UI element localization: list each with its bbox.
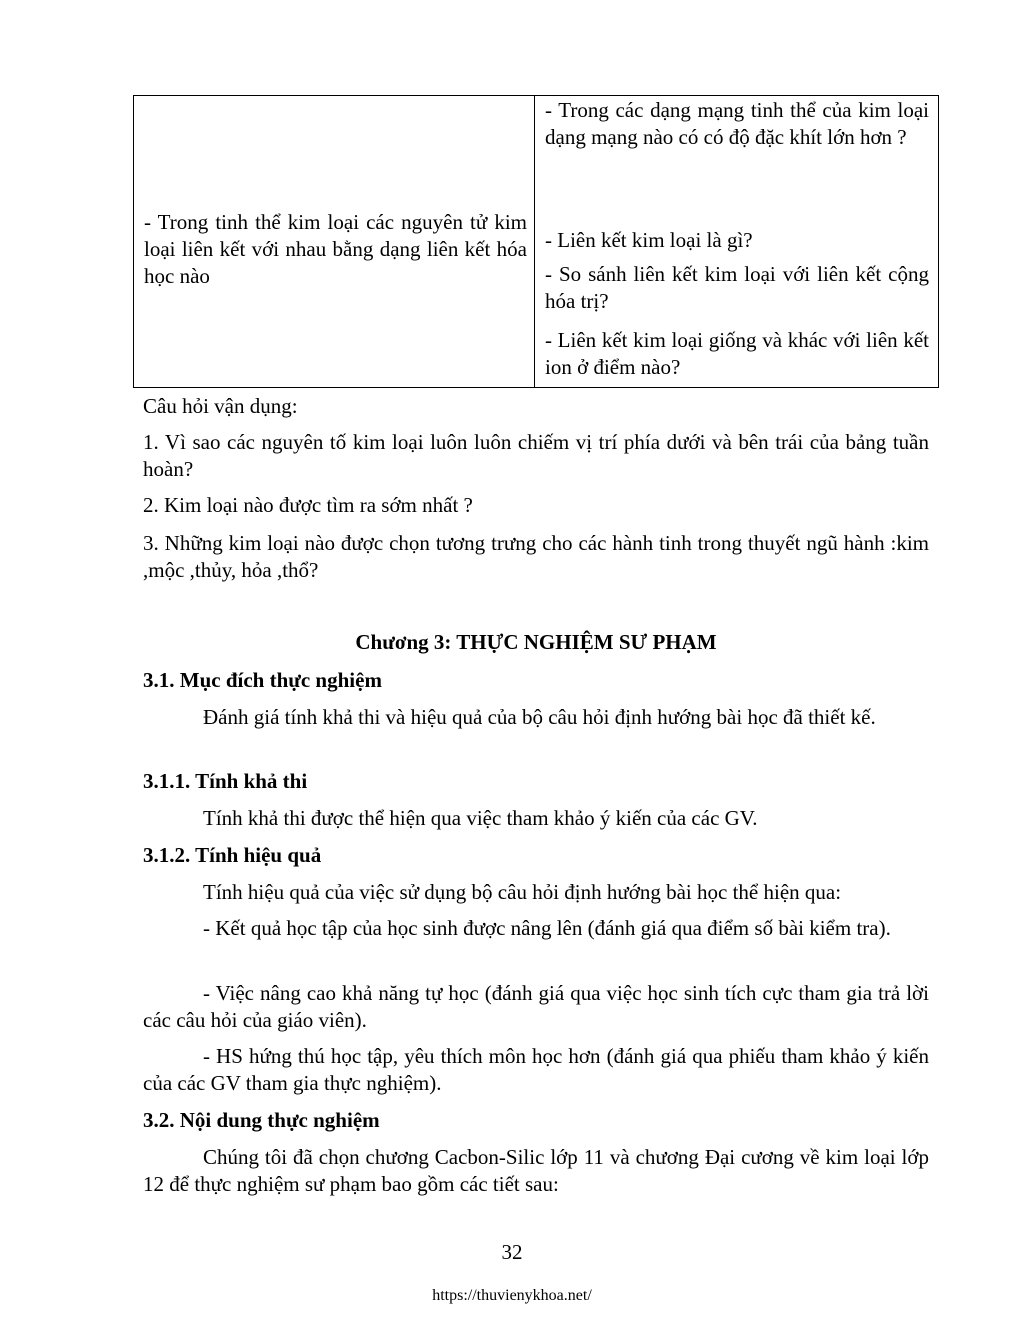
question-table bbox=[133, 95, 939, 388]
table-right-cell: - Liên kết kim loại là gì? bbox=[545, 228, 753, 252]
table-right-cell: - So sánh liên kết kim loại với liên kết cộng hóa trị? bbox=[545, 262, 929, 313]
paragraph: Tính hiệu quả của việc sử dụng bộ câu hỏi định hướng bài học thể hiện qua: bbox=[203, 880, 842, 904]
chapter-title: Chương 3: THỰC NGHIỆM SƯ PHẠM bbox=[355, 630, 717, 654]
question-item: 2. Kim loại nào được tìm ra sớm nhất ? bbox=[143, 493, 473, 517]
table-left-cell: - Trong tinh thể kim loại các nguyên tử kim loại liên kết với nhau bằng dạng liên kết hóa học nào bbox=[144, 210, 527, 288]
paragraph: Tính khả thi được thể hiện qua việc tham khảo ý kiến của các GV. bbox=[203, 806, 758, 830]
table-divider bbox=[534, 96, 535, 387]
section-heading: 3.1.1. Tính khả thi bbox=[143, 769, 308, 793]
section-heading: 3.1.2. Tính hiệu quả bbox=[143, 843, 322, 867]
list-item: - HS hứng thú học tập, yêu thích môn học hơn (đánh giá qua phiếu tham khảo ý kiến của các GV tham gia thực nghiệm). bbox=[143, 1044, 929, 1095]
questions-heading: Câu hỏi vận dụng: bbox=[143, 394, 298, 418]
paragraph: Chúng tôi đã chọn chương Cacbon-Silic lớp 11 và chương Đại cương về kim loại lớp 12 để thực nghiệm sư phạm bao gồm các tiết sau: bbox=[143, 1145, 929, 1196]
section-heading: 3.2. Nội dung thực nghiệm bbox=[143, 1108, 380, 1132]
table-right-cell: - Trong các dạng mạng tinh thể của kim loại dạng mạng nào có có độ đặc khít lớn hơn ? bbox=[545, 98, 929, 149]
list-item: - Việc nâng cao khả năng tự học (đánh giá qua việc học sinh tích cực tham gia trả lời các câu hỏi của giáo viên). bbox=[143, 981, 929, 1032]
question-item: 1. Vì sao các nguyên tố kim loại luôn luôn chiếm vị trí phía dưới và bên trái của bảng tuần hoàn? bbox=[143, 430, 929, 481]
page-number: 32 bbox=[501, 1240, 523, 1264]
table-right-cell: - Liên kết kim loại giống và khác với liên kết ion ở điểm nào? bbox=[545, 328, 929, 379]
footer-url: https://thuvienykhoa.net/ bbox=[432, 1287, 592, 1304]
list-item: - Kết quả học tập của học sinh được nâng lên (đánh giá qua điểm số bài kiểm tra). bbox=[203, 916, 891, 940]
paragraph: Đánh giá tính khả thi và hiệu quả của bộ câu hỏi định hướng bài học đã thiết kế. bbox=[203, 705, 876, 729]
section-heading: 3.1. Mục đích thực nghiệm bbox=[143, 668, 382, 692]
question-item: 3. Những kim loại nào được chọn tương trưng cho các hành tinh trong thuyết ngũ hành :kim ,mộc ,thủy, hỏa ,thổ? bbox=[143, 531, 929, 582]
